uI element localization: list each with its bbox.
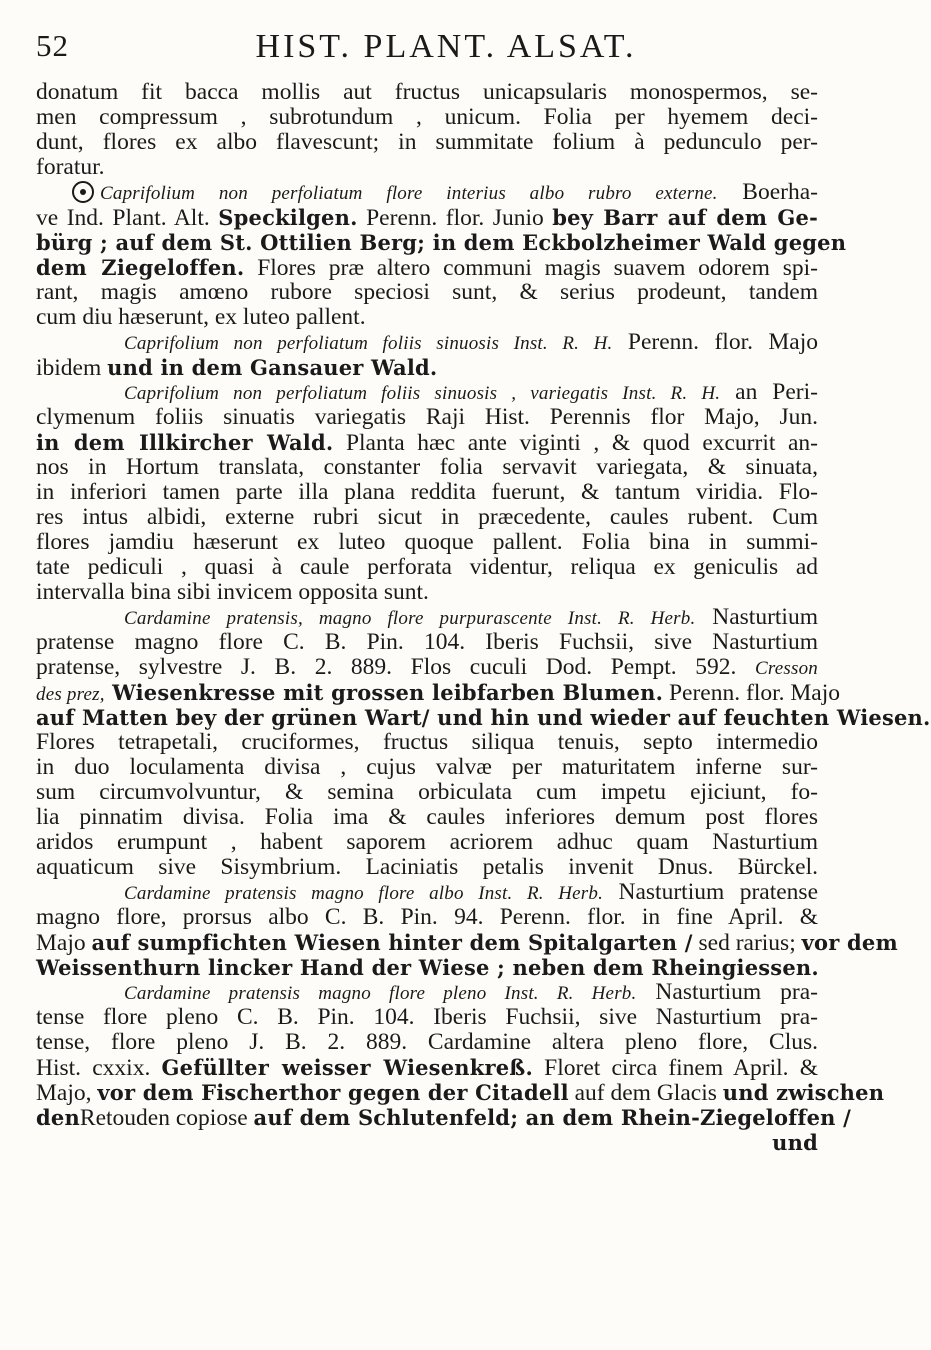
- text-line: Majo, vor dem Fischerthor gegen der Citadell auf dem Glacis und zwischen: [36, 1080, 885, 1106]
- text-line: intervalla bina sibi invicem opposita sunt.: [36, 579, 429, 605]
- text-line: ibidem und in dem Gansauer Wald.: [36, 355, 438, 381]
- text-line: Caprifolium non perfoliatum foliis sinuosis Inst. R. H. Perenn. flor. Majo: [124, 329, 818, 355]
- text-line: Cardamine pratensis magno flore albo Inst. R. Herb. Nasturtium pratense: [124, 879, 818, 905]
- text-line: ve Ind. Plant. Alt. Speckilgen. Perenn. flor. Junio bey Barr auf dem Ge-: [36, 205, 818, 231]
- text-line: Caprifolium non perfoliatum foliis sinuosis , variegatis Inst. R. H. an Peri-: [124, 379, 818, 405]
- text-line: flores jamdiu hæserunt ex luteo quoque pallent. Folia bina in summi-: [36, 529, 818, 555]
- text-line: nos in Hortum translata, constanter folia servavit variegata, & sinuata,: [36, 454, 818, 480]
- text-line: Flores tetrapetali, cruciformes, fructus siliqua tenuis, septo intermedio: [36, 729, 818, 755]
- text-line: Hist. cxxix. Gefüllter weisser Wiesenkreß. Floret circa finem April. &: [36, 1055, 818, 1081]
- text-line: men compressum , subrotundum , unicum. Folia per hyemem deci-: [36, 104, 818, 130]
- text-line: donatum fit bacca mollis aut fructus unicapsularis monospermos, se-: [36, 79, 818, 105]
- text-line: lia pinnatim divisa. Folia ima & caules inferiores demum post flores: [36, 804, 818, 830]
- text-line: tense, flore pleno J. B. 2. 889. Cardamine altera pleno flore, Clus.: [36, 1029, 818, 1055]
- text-line: dunt, flores ex albo flavescunt; in summitate folium à pedunculo per-: [36, 129, 818, 155]
- page-header: [36, 28, 816, 78]
- text-line: in inferiori tamen parte illa plana reddita fuerunt, & tantum viridia. Flo-: [36, 479, 818, 505]
- text-line: pratense magno flore C. B. Pin. 104. Iberis Fuchsii, sive Nasturtium: [36, 629, 818, 655]
- catchword: und: [772, 1130, 818, 1155]
- page-number: 52: [36, 28, 69, 63]
- text-line: Cardamine pratensis, magno flore purpurascente Inst. R. Herb. Nasturtium: [124, 604, 818, 630]
- text-line: Majo auf sumpfichten Wiesen hinter dem Spitalgarten / sed rarius; vor dem: [36, 930, 898, 956]
- text-line: aquaticum sive Sisymbrium. Laciniatis petalis invenit Dnus. Bürckel.: [36, 854, 818, 880]
- text-line: magno flore, prorsus albo C. B. Pin. 94. Perenn. flor. in fine April. &: [36, 904, 818, 930]
- text-line: rant, magis amœno rubore speciosi sunt, & serius prodeunt, tandem: [36, 279, 818, 305]
- text-line: res intus albidi, externe rubri sicut in præcedente, caules rubent. Cum: [36, 504, 818, 530]
- text-line: Cardamine pratensis magno flore pleno Inst. R. Herb. Nasturtium pra-: [124, 979, 818, 1005]
- text-line: in duo loculamenta divisa , cujus valvæ per maturitatem inferne sur-: [36, 754, 818, 780]
- text-line: dem Ziegeloffen. Flores præ altero communi magis suavem odorem spi-: [36, 255, 818, 281]
- text-line: sum circumvolvuntur, & semina orbiculata cum impetu ejiciunt, fo-: [36, 779, 818, 805]
- text-line: Weissenthurn lincker Hand der Wiese ; neben dem Rheingiessen.: [36, 955, 819, 980]
- text-line: tense flore pleno C. B. Pin. 104. Iberis Fuchsii, sive Nasturtium pra-: [36, 1004, 818, 1030]
- text-line: denRetouden copiose auf dem Schlutenfeld; an dem Rhein-Ziegeloffen /: [36, 1105, 852, 1131]
- body-text: [36, 79, 931, 1155]
- text-line: tate pediculi , quasi à caule perforata videntur, reliqua ex geniculis ad: [36, 554, 818, 580]
- text-line: auf Matten bey der grünen Wart/ und hin und wieder auf feuchten Wiesen.: [36, 705, 931, 730]
- running-title: HIST. PLANT. ALSAT.: [255, 28, 637, 65]
- text-line: aridos erumpunt , habent saporem acriorem adhuc quam Nasturtium: [36, 829, 818, 855]
- text-line: cum diu hæserunt, ex luteo pallent.: [36, 304, 366, 330]
- text-line: in dem Illkircher Wald. Planta hæc ante viginti , & quod excurrit an-: [36, 430, 818, 456]
- perennial-symbol-icon: [72, 181, 94, 203]
- text-line: pratense, sylvestre J. B. 2. 889. Flos cuculi Dod. Pempt. 592. Cresson: [36, 654, 818, 680]
- text-line: bürg ; auf dem St. Ottilien Berg; in dem Eckbolzheimer Wald gegen: [36, 230, 847, 255]
- text-line: foratur.: [36, 154, 105, 180]
- text-line: clymenum foliis sinuatis variegatis Raji Hist. Perennis flor Majo, Jun.: [36, 404, 818, 430]
- text-line: Caprifolium non perfoliatum flore interius albo rubro externe. Boerha-: [36, 180, 818, 205]
- text-line: des prez, Wiesenkresse mit grossen leibfarben Blumen. Perenn. flor. Majo: [36, 680, 840, 706]
